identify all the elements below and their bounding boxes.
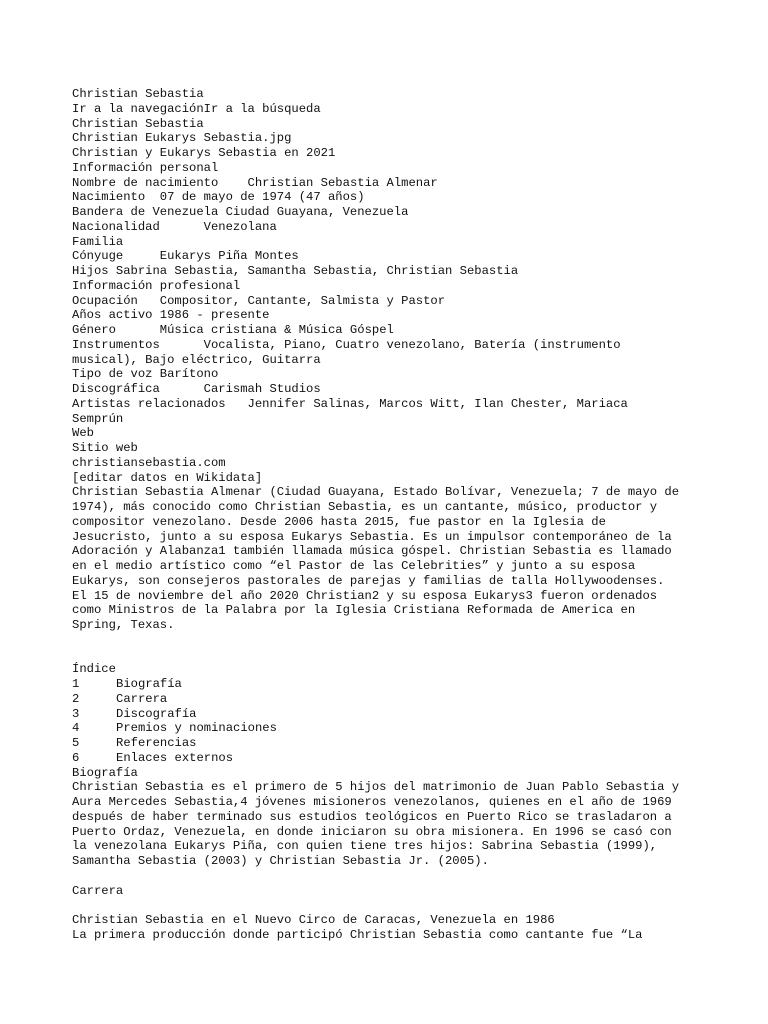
toc-item[interactable] [72, 721, 732, 736]
intro-line: compositor venezolano. Desde 2006 hasta 2015, fue pastor en la Iglesia de [72, 514, 606, 529]
toc-item-number: 3 [72, 706, 80, 721]
birth-name-value: Christian Sebastia Almenar [247, 175, 438, 190]
children-label: Hijos [72, 264, 109, 278]
genre-value[interactable]: Música cristiana & Música Góspel [159, 323, 394, 337]
genre-label: Género [72, 323, 116, 337]
record-label-value: Carismah Studios [203, 382, 321, 396]
infobox-row-occupation [72, 294, 732, 309]
toc-item-label[interactable]: Biografía [116, 677, 182, 691]
nationality-value: Venezolana [203, 219, 277, 234]
toc-item-label[interactable]: Enlaces externos [116, 750, 234, 765]
related-value-continued[interactable]: Semprún [72, 411, 124, 426]
spacer [72, 898, 732, 913]
biography-line: Aura Mercedes Sebastia,4 jóvenes misioneros venezolanos, quienes en el año de 1969 [72, 795, 672, 809]
voice-label: Tipo de voz [72, 367, 153, 382]
edit-wikidata-link[interactable]: [editar datos en Wikidata] [72, 470, 263, 485]
career-image-caption: Christian Sebastia en el Nuevo Circo de Caracas, Venezuela en 1986 [72, 913, 555, 927]
intro-line: 1974), más conocido como Christian Sebastia, es un cantante, músico, productor y [72, 500, 658, 514]
toc-item-number: 4 [72, 721, 80, 736]
infobox-row-genre [72, 323, 732, 338]
spouse-value[interactable]: Eukarys Piña Montes [159, 249, 299, 264]
record-label-label: Discográfica [72, 382, 160, 396]
infobox-row-children [72, 264, 732, 279]
infobox-row-spouse [72, 249, 732, 264]
instruments-label: Instrumentos [72, 337, 160, 352]
career-text-line: La primera producción donde participó Christian Sebastia como cantante fue “La [72, 927, 643, 942]
infobox-row-active-years [72, 308, 732, 323]
spouse-label: Cónyuge [72, 249, 124, 264]
toc-item-label[interactable]: Referencias [116, 736, 197, 750]
toc-item-number: 6 [72, 750, 80, 765]
section-personal-info: Información personal [72, 160, 219, 175]
intro-line: Spring, Texas. [72, 618, 175, 632]
occupation-label: Ocupación [72, 293, 138, 308]
birth-label: Nacimiento [72, 190, 146, 205]
page-title: Christian Sebastia [72, 87, 204, 101]
infobox-image-file[interactable]: Christian Eukarys Sebastia.jpg [72, 131, 292, 146]
spacer [72, 869, 732, 884]
active-label: Años activo [72, 308, 153, 323]
infobox-row-label [72, 382, 732, 397]
biography-line: Samantha Sebastia (2003) y Christian Sebastia Jr. (2005). [72, 854, 489, 868]
toc-item-number: 5 [72, 736, 80, 750]
biography-section [72, 766, 732, 869]
document-page [72, 87, 732, 943]
intro-line: Christian Sebastia Almenar (Ciudad Guayana, Estado Bolívar, Venezuela; 7 de mayo de [72, 485, 680, 500]
intro-line: en el medio artístico como “el Pastor de las Celebrities” y junto a su esposa [72, 559, 636, 573]
infobox-row-voice [72, 367, 732, 382]
toc-item-number: 1 [72, 677, 80, 691]
infobox-row-instruments [72, 338, 732, 353]
spacer [72, 633, 732, 663]
skip-navigation-links[interactable]: Ir a la navegaciónIr a la búsqueda [72, 101, 321, 116]
toc-title: Índice [72, 662, 116, 677]
biography-heading: Biografía [72, 765, 138, 780]
related-value[interactable]: Jennifer Salinas, Marcos Witt, Ilan Chester, Mariaca [247, 396, 628, 411]
section-web: Web [72, 426, 94, 441]
infobox-name: Christian Sebastia [72, 116, 204, 131]
related-label: Artistas relacionados [72, 396, 226, 411]
infobox-row-birth-name [72, 176, 732, 191]
toc-item[interactable] [72, 707, 732, 722]
toc-item-label[interactable]: Discografía [116, 706, 197, 721]
table-of-contents [72, 662, 732, 765]
toc-item-label[interactable]: Premios y nominaciones [116, 721, 277, 736]
intro-line: como Ministros de la Palabra por la Iglesia Cristiana Reformada de America en [72, 603, 636, 618]
career-heading: Carrera [72, 883, 124, 898]
career-section [72, 884, 732, 943]
birth-value: 07 de mayo de 1974 (47 años) [159, 190, 365, 205]
biography-line: Christian Sebastia es el primero de 5 hijos del matrimonio de Juan Pablo Sebastia y [72, 780, 680, 795]
nationality-label: Nacionalidad [72, 219, 160, 234]
birth-name-label: Nombre de nacimiento [72, 175, 219, 190]
biography-line: después de haber terminado sus estudios teológicos en Puerto Rico se trasladaron a [72, 809, 672, 824]
infobox-row-related-artists [72, 397, 732, 412]
instruments-value: Vocalista, Piano, Cuatro venezolano, Batería (instrumento [203, 337, 621, 352]
toc-item-number: 2 [72, 691, 80, 706]
biography-line: la venezolana Eukarys Piña, con quien tiene tres hijos: Sabrina Sebastia (1999), [72, 839, 658, 854]
toc-item[interactable] [72, 692, 732, 707]
voice-value: Barítono [159, 367, 219, 382]
section-family: Familia [72, 234, 124, 249]
toc-item[interactable] [72, 677, 732, 692]
website-label: Sitio web [72, 441, 138, 455]
intro-paragraph [72, 485, 732, 633]
intro-line: Eukarys, son consejeros pastorales de parejas y familias de talla Hollywoodenses. [72, 573, 665, 588]
birthplace: Bandera de Venezuela Ciudad Guayana, Venezuela [72, 205, 409, 219]
occupation-value: Compositor, Cantante, Salmista y Pastor [159, 293, 446, 308]
intro-line: Adoración y Alabanza1 también llamada música góspel. Christian Sebastia es llamado [72, 544, 672, 559]
section-professional-info: Información profesional [72, 278, 241, 293]
website-link[interactable]: christiansebastia.com [72, 455, 226, 470]
toc-item[interactable] [72, 736, 732, 751]
intro-line: Jesucristo, junto a su esposa Eukarys Sebastia. Es un impulsor contemporáneo de la [72, 529, 672, 544]
toc-item[interactable] [72, 751, 732, 766]
infobox-row-nationality [72, 220, 732, 235]
biography-line: Puerto Ordaz, Venezuela, en donde iniciaron su obra misionera. En 1996 se casó con [72, 824, 672, 839]
active-value: 1986 - presente [159, 308, 270, 323]
toc-item-label[interactable]: Carrera [116, 691, 168, 706]
intro-line: El 15 de noviembre del año 2020 Christian2 y su esposa Eukarys3 fueron ordenados [72, 588, 658, 603]
children-value: Sabrina Sebastia, Samantha Sebastia, Christian Sebastia [115, 264, 519, 278]
instruments-value-continued: musical), Bajo eléctrico, Guitarra [72, 352, 321, 367]
infobox-image-caption: Christian y Eukarys Sebastia en 2021 [72, 146, 336, 160]
infobox-row-birth [72, 190, 732, 205]
